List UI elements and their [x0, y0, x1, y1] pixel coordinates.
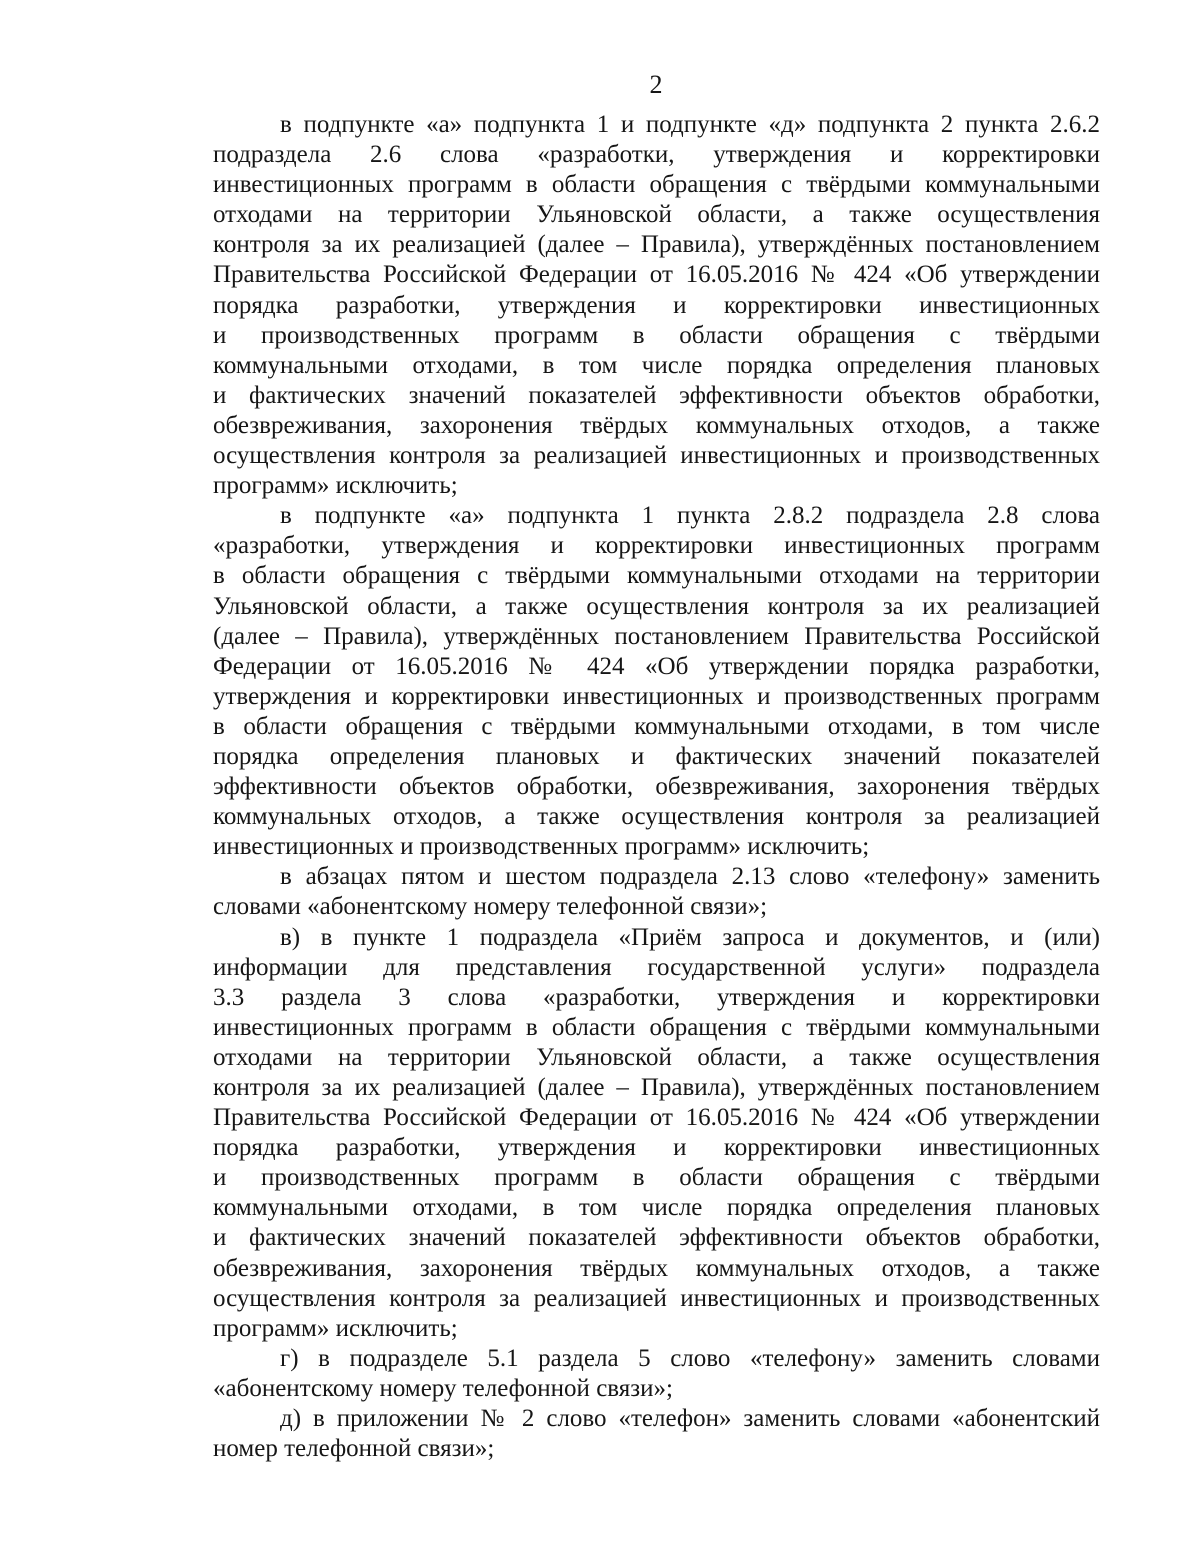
paragraph-line: в подпункте «а» подпункта 1 пункта 2.8.2 подраздела 2.8 слова [280, 502, 1100, 530]
paragraph-line: и фактических значений показателей эффективности объектов обработки, [213, 1224, 1100, 1252]
paragraph-line: г) в подразделе 5.1 раздела 5 слово «телефону» заменить словами [280, 1344, 1100, 1372]
paragraph [213, 923, 1100, 1344]
paragraph-line: контроля за их реализацией (далее – Правила), утверждённых постановлением [213, 231, 1100, 259]
paragraph-line: инвестиционных и производственных программ» исключить; [213, 833, 870, 861]
paragraph-line: в) в пункте 1 подраздела «Приём запроса и документов, и (или) [280, 923, 1100, 951]
paragraph-line: Правительства Российской Федерации от 16.05.2016 № 424 «Об утверждении [213, 261, 1100, 289]
paragraph [213, 1344, 1100, 1404]
paragraph-line: коммунальных отходов, а также осуществления контроля за реализацией [213, 803, 1100, 831]
paragraph-line: обезвреживания, захоронения твёрдых коммунальных отходов, а также [213, 1254, 1100, 1282]
paragraph-line: в подпункте «а» подпункта 1 и подпункте «д» подпункта 2 пункта 2.6.2 [280, 111, 1100, 138]
paragraph-line: Федерации от 16.05.2016 № 424 «Об утверждении порядка разработки, [213, 652, 1100, 680]
paragraph-line: инвестиционных программ в области обращения с твёрдыми коммунальными [213, 1013, 1100, 1041]
paragraph-line: программ» исключить; [213, 1314, 458, 1342]
paragraph-line: коммунальными отходами, в том числе порядка определения плановых [213, 1194, 1100, 1222]
paragraph-line: отходами на территории Ульяновской области, а также осуществления [213, 1043, 1100, 1071]
paragraph-line: порядка разработки, утверждения и корректировки инвестиционных [213, 1134, 1100, 1162]
paragraph-line: программ» исключить; [213, 472, 458, 500]
paragraph-line: в области обращения с твёрдыми коммунальными отходами на территории [213, 562, 1100, 590]
paragraph-line: отходами на территории Ульяновской области, а также осуществления [213, 201, 1100, 229]
paragraph-line: (далее – Правила), утверждённых постановлением Правительства Российской [213, 622, 1100, 650]
paragraph-line: контроля за их реализацией (далее – Правила), утверждённых постановлением [213, 1074, 1100, 1101]
paragraph-line: в абзацах пятом и шестом подраздела 2.13 слово «телефону» заменить [280, 863, 1100, 891]
paragraph [213, 501, 1100, 862]
paragraph-line: и фактических значений показателей эффективности объектов обработки, [213, 381, 1100, 409]
paragraph-line: информации для представления государственной услуги» подраздела [213, 953, 1100, 981]
paragraph-line: осуществления контроля за реализацией инвестиционных и производственных [213, 1284, 1100, 1312]
document-body [213, 110, 1100, 1464]
paragraph-line: словами «абонентскому номеру телефонной связи»; [213, 893, 768, 921]
paragraph-line: «разработки, утверждения и корректировки инвестиционных программ [213, 532, 1100, 560]
paragraph [213, 110, 1100, 501]
paragraph-line: «абонентскому номеру телефонной связи»; [213, 1374, 673, 1402]
paragraph [213, 1404, 1100, 1464]
paragraph-line: номер телефонной связи»; [213, 1435, 495, 1463]
paragraph-line: эффективности объектов обработки, обезвреживания, захоронения твёрдых [213, 773, 1100, 801]
paragraph-line: осуществления контроля за реализацией инвестиционных и производственных [213, 442, 1100, 470]
page-number: 2 [649, 70, 663, 99]
paragraph-line: Правительства Российской Федерации от 16.05.2016 № 424 «Об утверждении [213, 1104, 1100, 1132]
paragraph-line: коммунальными отходами, в том числе порядка определения плановых [213, 351, 1100, 379]
paragraph-line: Ульяновской области, а также осуществления контроля за их реализацией [213, 592, 1100, 620]
paragraph-line: подраздела 2.6 слова «разработки, утверждения и корректировки [213, 141, 1100, 169]
paragraph-line: утверждения и корректировки инвестиционных и производственных программ [213, 682, 1100, 710]
paragraph [213, 862, 1100, 922]
paragraph-line: 3.3 раздела 3 слова «разработки, утверждения и корректировки [213, 983, 1100, 1011]
paragraph-line: обезвреживания, захоронения твёрдых коммунальных отходов, а также [213, 411, 1100, 439]
paragraph-line: и производственных программ в области обращения с твёрдыми [213, 1164, 1100, 1192]
paragraph-line: инвестиционных программ в области обращения с твёрдыми коммунальными [213, 171, 1100, 199]
paragraph-line: и производственных программ в области обращения с твёрдыми [213, 321, 1100, 349]
paragraph-line: д) в приложении № 2 слово «телефон» заменить словами «абонентский [280, 1405, 1100, 1433]
paragraph-line: порядка определения плановых и фактических значений показателей [213, 742, 1100, 770]
paragraph-line: порядка разработки, утверждения и корректировки инвестиционных [213, 291, 1100, 319]
paragraph-line: в области обращения с твёрдыми коммунальными отходами, в том числе [213, 712, 1100, 740]
